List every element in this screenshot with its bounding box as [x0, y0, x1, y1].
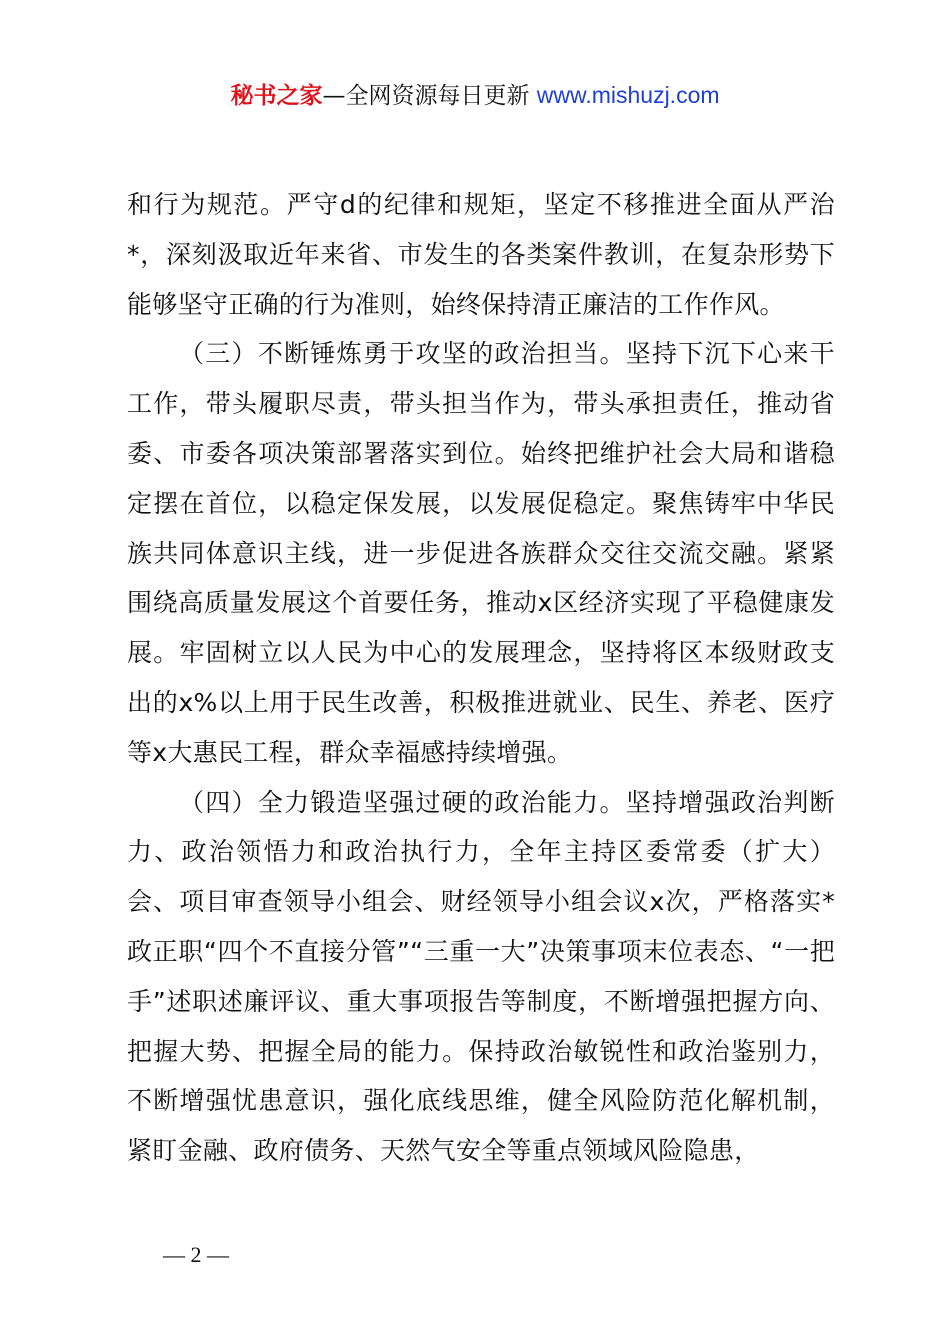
site-brand: 秘书之家: [230, 83, 323, 109]
site-url-link[interactable]: www.mishuzj.com: [536, 82, 720, 108]
paragraph-section-4: （四）全力锻造坚强过硬的政治能力。坚持增强政治判断力、政治领悟力和政治执行力，全年主持区委常委（扩大）会、项目审查领导小组会、财经领导小组会议x次，严格落实*政正职“四个不直接分管”“三重一大”决策事项末位表态、“一把手”述职述廉评议、重大事项报告等制度，不断增强把握方向、把握大势、把握全局的能力。保持政治敏锐性和政治鉴别力，不断增强忧患意识，强化底线思维，健全风险防范化解机制，紧盯金融、政府债务、天然气安全等重点领域风险隐患，: [127, 787, 835, 1166]
document-body: [127, 180, 835, 1176]
site-header: [0, 78, 950, 113]
paragraph-section-3: （三）不断锤炼勇于攻坚的政治担当。坚持下沉下心来干工作，带头履职尽责，带头担当作为，带头承担责任，推动省委、市委各项决策部署落实到位。始终把维护社会大局和谐稳定摆在首位，以稳定保发展，以发展促稳定。聚焦铸牢中华民族共同体意识主线，进一步促进各族群众交往交流交融。紧紧围绕高质量发展这个首要任务，推动x区经济实现了平稳健康发展。牢固树立以人民为中心的发展理念，坚持将区本级财政支出的x%以上用于民生改善，积极推进就业、民生、养老、医疗等x大惠民工程，群众幸福感持续增强。: [127, 339, 835, 767]
site-tagline: —全网资源每日更新: [322, 83, 537, 109]
page-number: — 2 —: [163, 1242, 229, 1267]
paragraph-continuation: 和行为规范。严守d的纪律和规矩，坚定不移推进全面从严治*，深刻汲取近年来省、市发生的各类案件教训，在复杂形势下能够坚守正确的行为准则，始终保持清正廉洁的工作作风。: [127, 190, 835, 319]
